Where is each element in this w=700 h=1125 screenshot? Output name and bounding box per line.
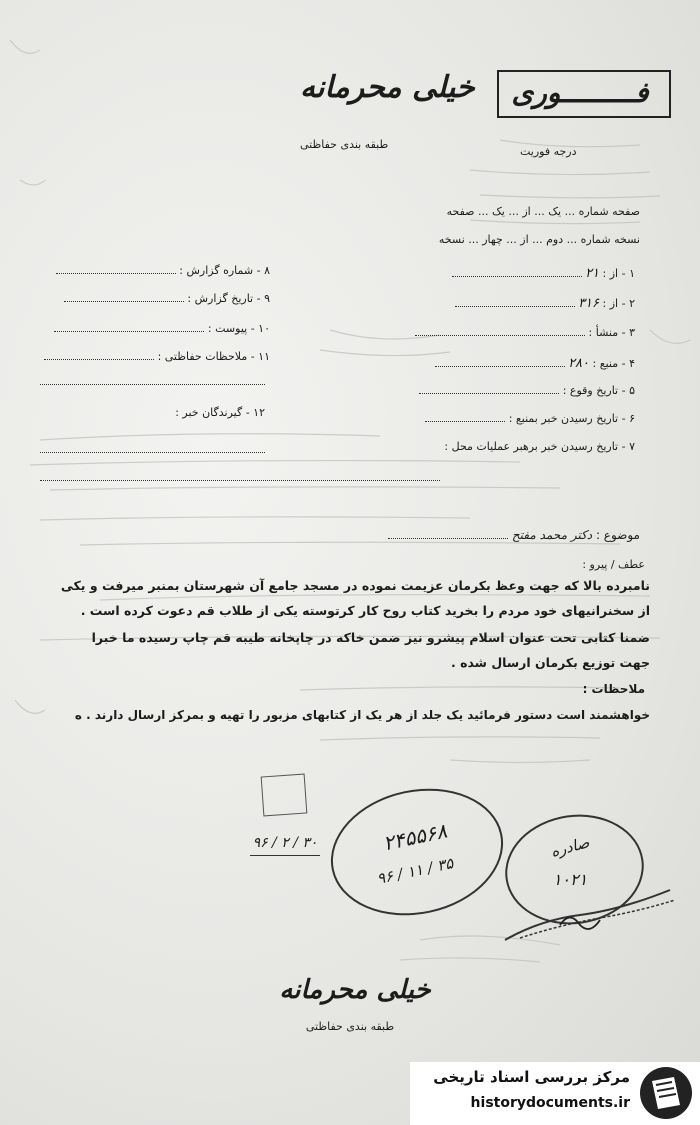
- field-value: ۲۱: [585, 266, 600, 281]
- archive-logo-icon: [638, 1065, 694, 1121]
- footer-classification-subtitle: طبقه بندی حفاظتی: [305, 1020, 395, 1033]
- urgency-label: فـــــــــوری: [511, 76, 649, 109]
- field-label: ۳ - منشأ :: [588, 326, 635, 339]
- field-11: [40, 350, 270, 363]
- field-label: ۲ - از :: [602, 297, 635, 310]
- field-8: [40, 264, 270, 277]
- field-value: ۳۱۶: [578, 296, 600, 311]
- signature-scribble: [500, 880, 680, 950]
- field-3: [385, 326, 635, 339]
- reference-label: عطف / پیرو :: [582, 558, 645, 571]
- subject-value: دکتر محمد مفتح: [511, 528, 593, 542]
- field-value: ۲۸۰: [568, 356, 590, 371]
- dotted-line: [40, 480, 440, 481]
- body-line: از سخنرانیهای خود مردم را بخرید کتاب روح کار کرتوسته یکی از طلاب قم دعوت کرده است .: [80, 603, 650, 618]
- outgoing-stamp-word: صادره: [548, 833, 592, 861]
- classification-title: خیلی محرمانه: [300, 70, 475, 105]
- dotted-line: [40, 452, 265, 453]
- field-label: ۹ - تاریخ گزارش :: [187, 292, 270, 305]
- subject-line: [300, 528, 640, 542]
- field-label: ۱۱ - ملاحظات حفاظتی :: [157, 350, 270, 363]
- field-5: [385, 384, 635, 397]
- field-label: ۵ - تاریخ وقوع :: [562, 384, 635, 397]
- field-label: ۴ - منبع :: [592, 357, 635, 370]
- small-stamp-box: [261, 774, 308, 817]
- subject-label: موضوع :: [595, 528, 640, 542]
- seal-reference-date: ۳۵ / ۱۱ / ۹۶: [375, 854, 455, 888]
- remarks-text: خواهشمند است دستور فرمائید یک جلد از هر یک از کتابهای مزبور را تهیه و بمرکز ارسال دارند . ه: [74, 708, 650, 722]
- dotted-line: [40, 384, 265, 385]
- field-label: ۱ - از :: [602, 267, 635, 280]
- footer-classification: خیلی محرمانه: [279, 975, 431, 1005]
- field-1: [385, 266, 635, 281]
- field-10: [40, 322, 270, 335]
- field-2: [385, 296, 635, 311]
- watermark: [410, 1062, 700, 1125]
- watermark-title: مرکز بررسی اسناد تاریخی: [433, 1068, 630, 1086]
- page-number-line: صفحه شماره ... یک ... از ... یک ... صفحه: [446, 205, 640, 218]
- body-line: نامبرده بالا که جهت وعظ بکرمان عزیمت نموده در مسجد جامع آن شهرستان بمنبر میرفت و یکی: [60, 578, 650, 593]
- copy-number-line: نسخه شماره ... دوم ... از ... چهار ... نسخه: [438, 233, 640, 246]
- field-4: [385, 356, 635, 371]
- field-label: ۱۰ - پیوست :: [207, 322, 270, 335]
- remarks-label: ملاحظات :: [582, 682, 645, 696]
- outgoing-stamp-number: ۱۰۲۱: [552, 870, 588, 889]
- seal-reference-number: ۲۴۵۵۶۸: [380, 818, 450, 856]
- field-label: ۶ - تاریخ رسیدن خبر بمنبع :: [508, 412, 635, 425]
- field-label: ۸ - شماره گزارش :: [179, 264, 270, 277]
- field-label: ۱۲ - گیرندگان خبر :: [175, 406, 265, 419]
- field-7: [385, 440, 635, 453]
- body-line: ضمنا کتابی تحت عنوان اسلام پیشرو نیز ضمن خاکه در چاپخانه طیبه قم چاپ رسیده ما خبرا: [91, 630, 650, 645]
- underline: [250, 855, 320, 856]
- field-label: ۷ - تاریخ رسیدن خبر برهبر عملیات محل :: [444, 440, 635, 453]
- field-6: [385, 412, 635, 425]
- watermark-url: historydocuments.ir: [470, 1095, 630, 1111]
- urgency-subtitle: درجه فوریت: [520, 145, 577, 158]
- body-line: جهت توزیع بکرمان ارسال شده .: [450, 655, 650, 670]
- note-date: ۳۰ / ۲ / ۹۶: [252, 835, 318, 851]
- field-12: [40, 406, 265, 419]
- classification-subtitle: طبقه بندی حفاظتی: [300, 138, 389, 151]
- field-9: [40, 292, 270, 305]
